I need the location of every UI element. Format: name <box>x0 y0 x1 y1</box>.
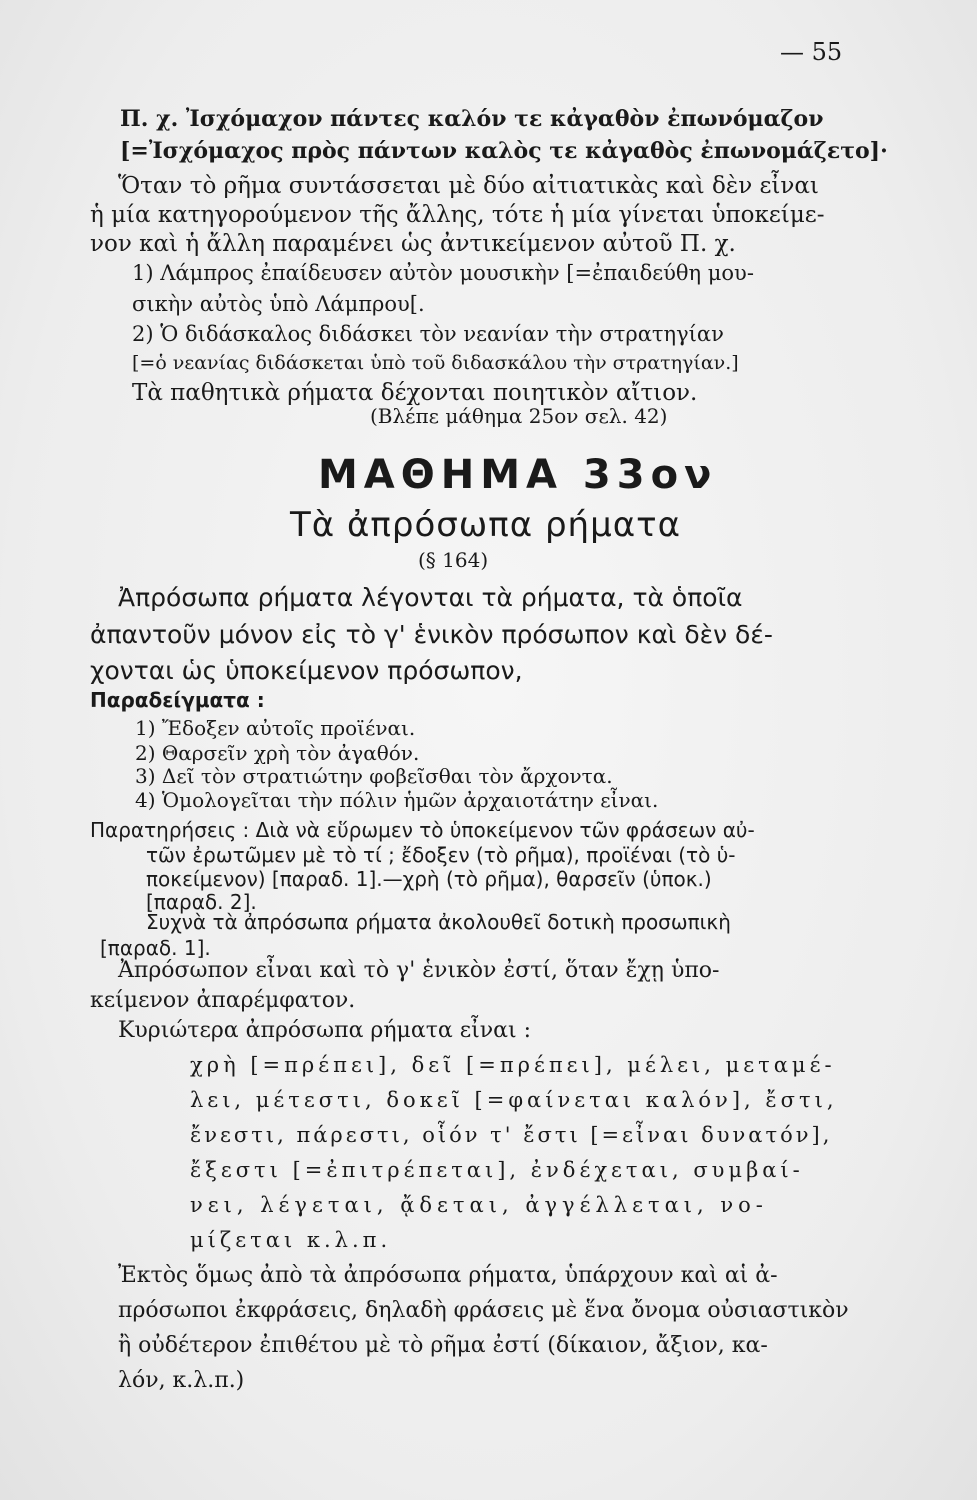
example-item-3: 3) Δεῖ τὸν στρατιώτην φοβεῖσθαι τὸν ἄρχοντα. <box>135 764 613 788</box>
main-verbs-intro: Κυριώτερα ἀπρόσωπα ρήματα εἶναι : <box>118 1018 531 1043</box>
closing-line-1: Ἐκτὸς ὅμως ἀπὸ τὰ ἀπρόσωπα ρήματα, ὑπάρχουν καὶ αἱ ἀ- <box>118 1263 778 1288</box>
main-verbs-line-6: μίζεται κ.λ.π. <box>190 1228 392 1252</box>
intro-line-9: [=ὁ νεανίας διδάσκεται ὑπὸ τοῦ διδασκάλου τὴν στρατηγίαν.] <box>132 352 739 374</box>
intro-line-7: σικὴν αὐτὸς ὑπὸ Λάμπρου[. <box>132 292 425 316</box>
main-verbs-line-5: νει, λέγεται, ᾄδεται, ἀγγέλλεται, νο- <box>190 1193 768 1217</box>
definition-line-1: Ἀπρόσωπα ρήματα λέγονται τὰ ρήματα, τὰ ὁποῖα <box>118 583 743 612</box>
intro-line-5: νον καὶ ἡ ἄλλη παραμένει ὡς ἀντικείμενον αὐτοῦ Π. χ. <box>90 231 736 257</box>
remarks-line-7: Ἀπρόσωπον εἶναι καὶ τὸ γ' ἑνικὸν ἐστί, ὅταν ἔχῃ ὑπο- <box>118 958 720 983</box>
example-item-2: 2) Θαρσεῖν χρὴ τὸν ἀγαθόν. <box>135 741 420 765</box>
closing-line-3: ἢ οὐδέτερον ἐπιθέτου μὲ τὸ ρῆμα ἐστί (δίκαιον, ἄξιον, κα- <box>118 1333 768 1358</box>
intro-line-2: [=Ἰσχόμαχος πρὸς πάντων καλὸς τε κἀγαθὸς ἐπωνομάζετο]· <box>120 138 888 164</box>
intro-line-1: Π. χ. Ἰσχόμαχον πάντες καλόν τε κἀγαθὸν ἐπωνόμαζον <box>120 106 824 132</box>
intro-line-4: ἡ μία κατηγορούμενον τῆς ἄλλης, τότε ἡ μία γίνεται ὑποκείμε- <box>90 202 825 228</box>
closing-line-2: πρόσωποι ἐκφράσεις, δηλαδὴ φράσεις μὲ ἕνα ὄνομα οὐσιαστικὸν <box>118 1298 849 1323</box>
example-item-4: 4) Ὁμολογεῖται τὴν πόλιν ἡμῶν ἀρχαιοτάτην εἶναι. <box>135 788 659 812</box>
main-verbs-line-2: λει, μέτεστι, δοκεῖ [=φαίνεται καλόν], ἔστι, <box>190 1088 838 1112</box>
remarks-line-1: Παρατηρήσεις : Διὰ νὰ εὕρωμεν τὸ ὑποκείμενον τῶν φράσεων αὐ- <box>90 818 755 842</box>
intro-line-6: 1) Λάμπρος ἐπαίδευσεν αὐτὸν μουσικὴν [=ἐπαιδεύθη μου- <box>132 261 754 285</box>
example-item-1: 1) Ἔδοξεν αὐτοῖς προϊέναι. <box>135 716 416 740</box>
main-verbs-line-1: χρὴ [=πρέπει], δεῖ [=πρέπει], μέλει, μεταμέ- <box>190 1053 836 1077</box>
intro-line-11: (Βλέπε μάθημα 25ον σελ. 42) <box>370 404 668 428</box>
main-verbs-line-4: ἔξεστι [=ἐπιτρέπεται], ἐνδέχεται, συμβαί- <box>190 1158 804 1182</box>
intro-line-10: Τὰ παθητικὰ ρήματα δέχονται ποιητικὸν αἴτιον. <box>132 380 698 406</box>
closing-line-4: λόν, κ.λ.π.) <box>118 1368 245 1393</box>
definition-line-3: χονται ὡς ὑποκείμενον πρόσωπον, <box>90 656 523 685</box>
remarks-line-8: κείμενον ἀπαρέμφατον. <box>90 988 356 1013</box>
remarks-line-6: [παραδ. 1]. <box>100 936 211 960</box>
intro-line-3: Ὅταν τὸ ρῆμα συντάσσεται μὲ δύο αἰτιατικὰς καὶ δὲν εἶναι <box>118 173 819 199</box>
remarks-line-2: τῶν ἐρωτῶμεν μὲ τὸ τί ; ἔδοξεν (τὸ ρῆμα), προϊέναι (τὸ ὑ- <box>146 843 736 867</box>
remarks-line-4: [παραδ. 2]. <box>146 890 257 914</box>
lesson-reference: (§ 164) <box>418 548 489 572</box>
intro-line-8: 2) Ὁ διδάσκαλος διδάσκει τὸν νεανίαν τὴν στρατηγίαν <box>132 322 724 346</box>
remarks-line-5: Συχνὰ τὰ ἀπρόσωπα ρήματα ἀκολουθεῖ δοτικὴ προσωπικὴ <box>146 910 731 934</box>
examples-label: Παραδείγματα : <box>90 688 265 712</box>
remarks-line-3: ποκείμενον) [παραδ. 1].—χρὴ (τὸ ρῆμα), θαρσεῖν (ὑποκ.) <box>146 867 712 891</box>
definition-line-2: ἀπαντοῦν μόνον εἰς τὸ γ' ἑνικὸν πρόσωπον καὶ δὲν δέ- <box>90 620 773 649</box>
main-verbs-line-3: ἔνεστι, πάρεστι, οἷόν τ' ἔστι [=εἶναι δυνατόν], <box>190 1123 833 1147</box>
lesson-heading: ΜΑΘΗΜΑ 33ον <box>318 452 718 498</box>
lesson-subtitle: Τὰ ἀπρόσωπα ρήματα <box>290 505 682 545</box>
page-number: — 55 <box>780 38 843 66</box>
